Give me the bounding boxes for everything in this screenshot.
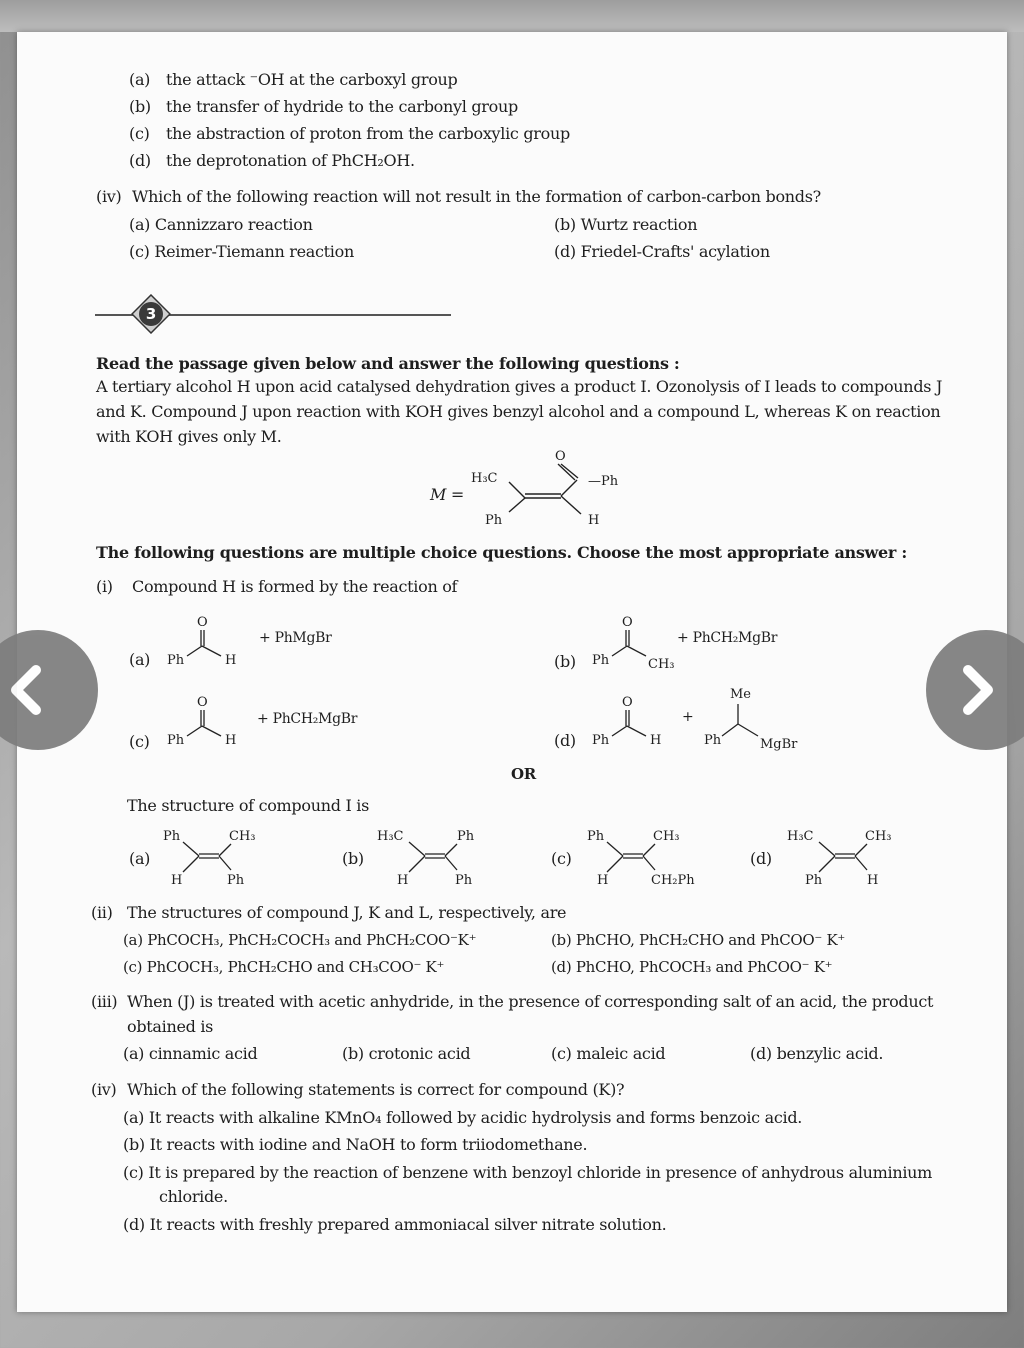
- q3-option-d: (d) benzylic acid.: [750, 1044, 884, 1063]
- svg-text:CH₃: CH₃: [653, 829, 680, 844]
- option-a-text: the attack ⁻OH at the carboxyl group: [166, 70, 458, 89]
- alkene-structure-d: [785, 824, 915, 889]
- viewer-top-bar: [0, 0, 1024, 32]
- alt-option-d: (d): [750, 849, 772, 868]
- svg-text:H: H: [397, 873, 409, 888]
- svg-text:H: H: [867, 873, 879, 888]
- passage-line-1: A tertiary alcohol H upon acid catalysed dehydration gives a product I. Ozonolysis of I leads to compounds J: [96, 377, 943, 396]
- q3-number: (iii): [91, 992, 118, 1011]
- q4-option-c: (c) Reimer-Tiemann reaction: [129, 242, 354, 261]
- svg-text:H: H: [588, 513, 600, 528]
- q2-option-c: (c) PhCOCH₃, PhCH₂CHO and CH₃COO⁻ K⁺: [123, 958, 445, 976]
- svg-text:O: O: [197, 695, 208, 710]
- section-number: 3: [145, 305, 157, 323]
- svg-text:CH₂Ph: CH₂Ph: [651, 873, 695, 888]
- option-b: (b): [129, 97, 151, 116]
- option-d-text: the deprotonation of PhCH₂OH.: [166, 151, 415, 170]
- q4-text: Which of the following reaction will not result in the formation of carbon-carbon bonds?: [132, 187, 821, 206]
- q1-option-b: (b): [554, 652, 576, 671]
- svg-text:H: H: [225, 733, 237, 748]
- svg-text:CH₃: CH₃: [648, 657, 675, 672]
- q4b-option-a: (a) It reacts with alkaline KMnO₄ followed by acidic hydrolysis and forms benzoic acid.: [123, 1108, 803, 1127]
- q2-option-b: (b) PhCHO, PhCH₂CHO and PhCOO⁻ K⁺: [551, 931, 845, 949]
- q1-option-a: (a): [129, 650, 151, 669]
- q1-c-reagent: + PhCH₂MgBr: [257, 711, 358, 727]
- acetophenone-structure-b: [590, 612, 690, 672]
- or-separator: OR: [511, 765, 536, 783]
- q4-option-b: (b) Wurtz reaction: [554, 215, 698, 234]
- alkene-structure-a: [157, 824, 277, 889]
- svg-text:Ph: Ph: [167, 733, 185, 748]
- grignard-structure-d: [702, 682, 812, 752]
- document-page: [17, 32, 1007, 1312]
- alt-option-c: (c): [551, 849, 572, 868]
- svg-text:Ph: Ph: [227, 873, 245, 888]
- passage-line-2: and K. Compound J upon reaction with KOH gives benzyl alcohol and a compound L, whereas K on reaction: [96, 402, 941, 421]
- alkene-structure-b: [375, 824, 495, 889]
- q3-option-b: (b) crotonic acid: [342, 1044, 471, 1063]
- svg-text:H: H: [650, 733, 662, 748]
- option-c-text: the abstraction of proton from the carboxylic group: [166, 124, 570, 143]
- q3-text-2: obtained is: [127, 1017, 214, 1036]
- alt-option-a: (a): [129, 849, 151, 868]
- q2-option-d: (d) PhCHO, PhCOCH₃ and PhCOO⁻ K⁺: [551, 958, 833, 976]
- svg-text:H₃C: H₃C: [471, 471, 498, 486]
- alt-option-b: (b): [342, 849, 364, 868]
- q1-a-reagent: + PhMgBr: [259, 630, 332, 646]
- svg-text:—Ph: —Ph: [588, 474, 619, 489]
- passage-heading: Read the passage given below and answer the following questions :: [96, 354, 680, 373]
- q2-text: The structures of compound J, K and L, respectively, are: [127, 903, 567, 922]
- svg-text:Ph: Ph: [587, 829, 605, 844]
- q4b-text: Which of the following statements is correct for compound (K)?: [127, 1080, 625, 1099]
- benzaldehyde-structure-d: [590, 692, 680, 752]
- q2-number: (ii): [91, 903, 113, 922]
- q2-option-a: (a) PhCOCH₃, PhCH₂COCH₃ and PhCH₂COO⁻K⁺: [123, 931, 477, 949]
- svg-text:H: H: [597, 873, 609, 888]
- svg-text:Ph: Ph: [592, 653, 610, 668]
- option-d: (d): [129, 151, 151, 170]
- q4b-option-b: (b) It reacts with iodine and NaOH to form triiodomethane.: [123, 1135, 588, 1154]
- svg-text:H: H: [171, 873, 183, 888]
- q1-number: (i): [96, 577, 113, 596]
- q3-option-c: (c) maleic acid: [551, 1044, 666, 1063]
- passage-line-3: with KOH gives only M.: [96, 427, 282, 446]
- svg-text:O: O: [622, 615, 633, 630]
- m-label: M =: [430, 485, 464, 504]
- svg-text:Ph: Ph: [455, 873, 473, 888]
- svg-text:O: O: [197, 615, 208, 630]
- prev-page-button[interactable]: [0, 630, 98, 750]
- svg-text:H: H: [225, 653, 237, 668]
- svg-text:Ph: Ph: [485, 513, 503, 528]
- q4-option-a: (a) Cannizzaro reaction: [129, 215, 313, 234]
- q1-text: Compound H is formed by the reaction of: [132, 577, 458, 596]
- svg-text:Ph: Ph: [457, 829, 475, 844]
- svg-text:Ph: Ph: [167, 653, 185, 668]
- option-c: (c): [129, 124, 150, 143]
- q1-option-c: (c): [129, 732, 150, 751]
- q4b-number: (iv): [91, 1080, 117, 1099]
- svg-text:CH₃: CH₃: [865, 829, 892, 844]
- svg-text:H₃C: H₃C: [377, 829, 404, 844]
- svg-text:Ph: Ph: [704, 733, 722, 748]
- q4b-option-d: (d) It reacts with freshly prepared ammoniacal silver nitrate solution.: [123, 1215, 667, 1234]
- mcq-instruction: The following questions are multiple choice questions. Choose the most appropriate answer :: [96, 543, 907, 562]
- chevron-left-icon: [0, 630, 98, 750]
- q1-b-reagent: + PhCH₂MgBr: [677, 630, 778, 646]
- q4-option-d: (d) Friedel-Crafts' acylation: [554, 242, 770, 261]
- q4-number: (iv): [96, 187, 122, 206]
- q4b-option-c-2: chloride.: [159, 1187, 228, 1206]
- svg-text:CH₃: CH₃: [229, 829, 256, 844]
- structure-m: [457, 444, 627, 529]
- svg-text:Ph: Ph: [592, 733, 610, 748]
- svg-text:O: O: [622, 695, 633, 710]
- option-b-text: the transfer of hydride to the carbonyl group: [166, 97, 518, 116]
- svg-text:O: O: [555, 449, 566, 464]
- q3-text-1: When (J) is treated with acetic anhydride, in the presence of corresponding salt of an acid, the product: [127, 992, 934, 1011]
- chevron-right-icon: [926, 630, 1024, 750]
- q3-option-a: (a) cinnamic acid: [123, 1044, 258, 1063]
- alt-question-text: The structure of compound I is: [127, 796, 369, 815]
- alkene-structure-c: [583, 824, 713, 889]
- q1-d-plus: +: [682, 709, 694, 725]
- next-page-button[interactable]: [926, 630, 1024, 750]
- q1-option-d: (d): [554, 731, 576, 750]
- svg-text:Me: Me: [730, 687, 752, 702]
- q4b-option-c-1: (c) It is prepared by the reaction of benzene with benzoyl chloride in presence of anhydrous aluminium: [123, 1163, 933, 1182]
- svg-text:Ph: Ph: [805, 873, 823, 888]
- benzaldehyde-structure-c: [165, 692, 255, 752]
- svg-text:H₃C: H₃C: [787, 829, 814, 844]
- svg-text:Ph: Ph: [163, 829, 181, 844]
- option-a: (a): [129, 70, 151, 89]
- svg-text:MgBr: MgBr: [760, 737, 798, 752]
- benzaldehyde-structure-a: [165, 612, 255, 672]
